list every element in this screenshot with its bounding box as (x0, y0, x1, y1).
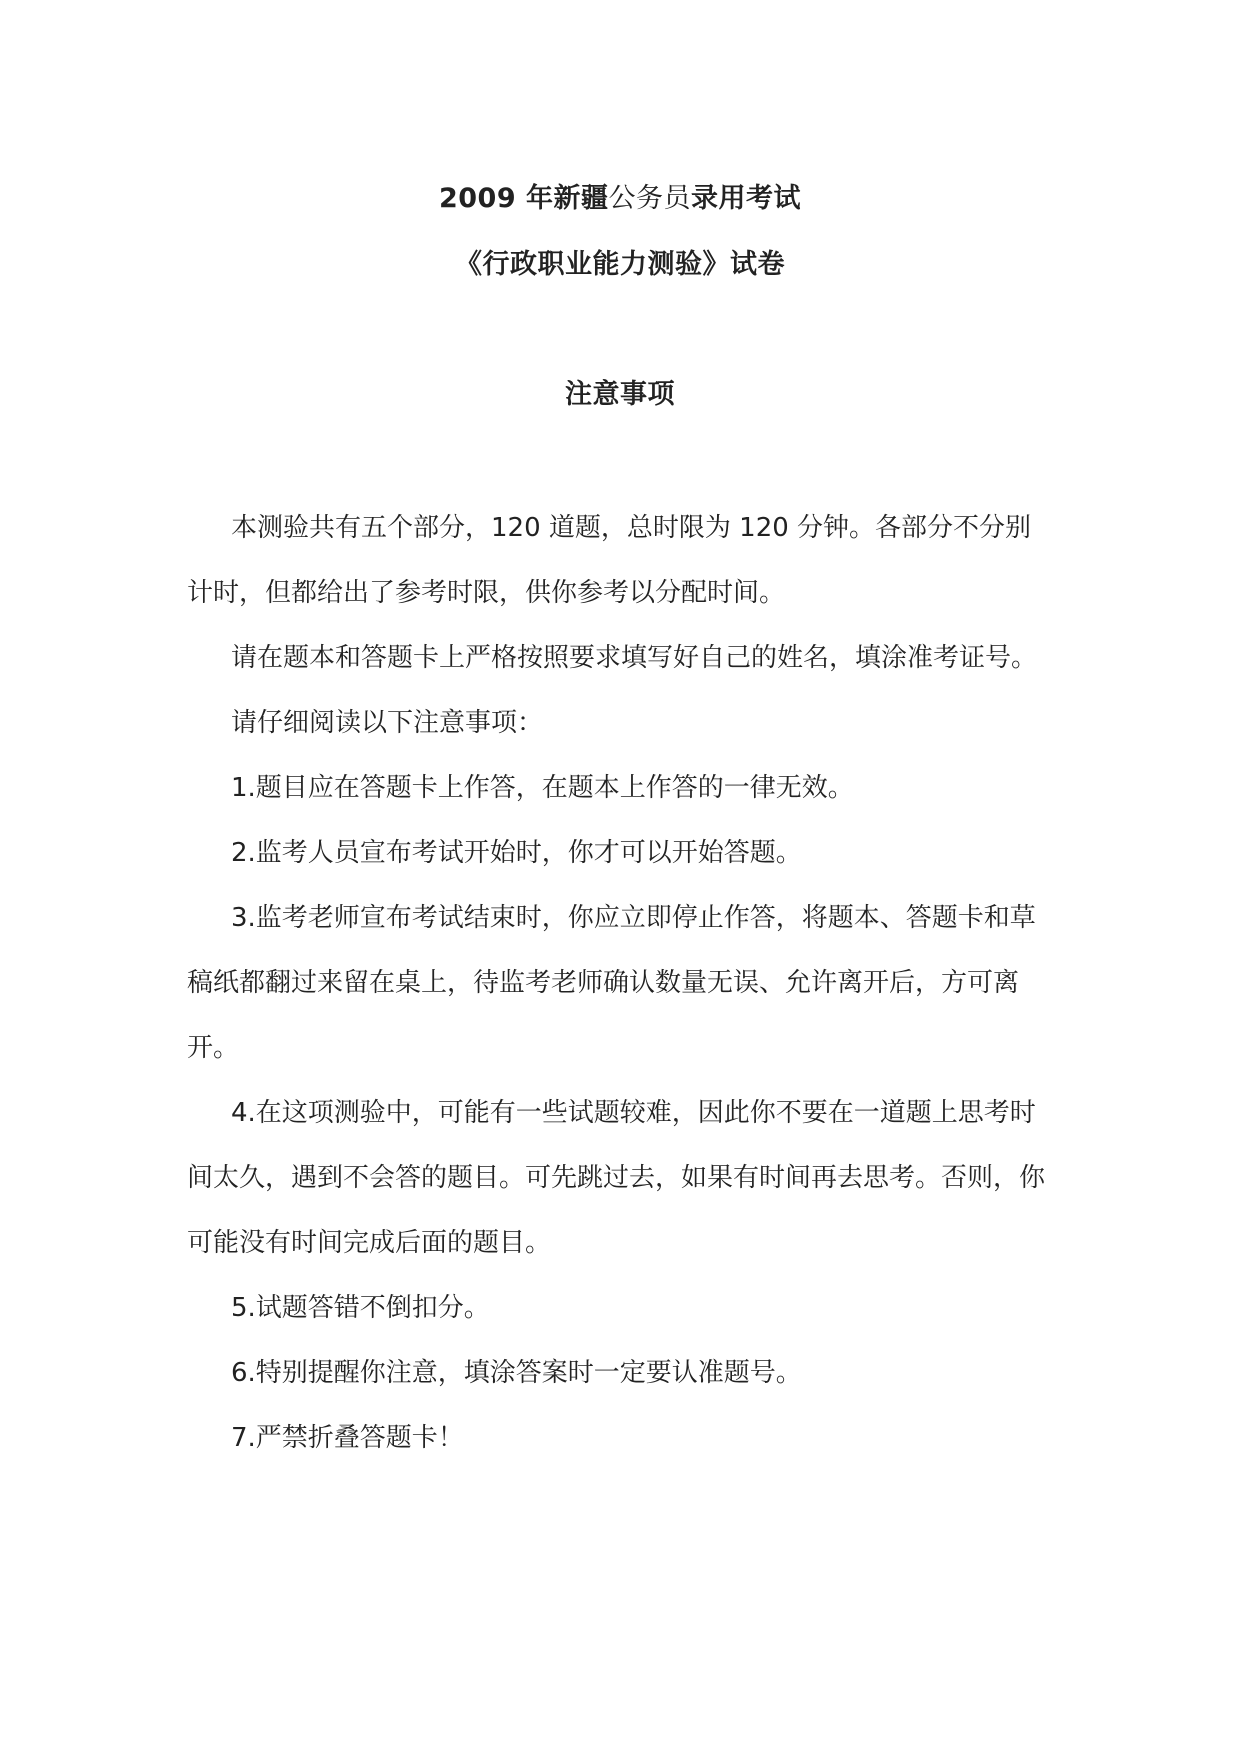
note-item-1: 1.题目应在答题卡上作答，在题本上作答的一律无效。 (231, 773, 854, 803)
paragraph-read-notes: 请仔细阅读以下注意事项： (231, 708, 544, 738)
title-exam: 录用考试 (691, 183, 802, 214)
paragraph-overview: 本测验共有五个部分，120 道题，总时限为 120 分钟。各部分不分别计时，但都给出了参考时限，供你参考以分配时间。 (187, 513, 1032, 608)
paragraph-fill-info: 请在题本和答题卡上严格按照要求填写好自己的姓名，填涂准考证号。 (231, 643, 1038, 673)
note-item-3: 3.监考老师宣布考试结束时，你应立即停止作答，将题本、答题卡和草稿纸都翻过来留在桌上，待监考老师确认数量无误、允许离开后，方可离开。 (187, 903, 1036, 1063)
note-item-2: 2.监考人员宣布考试开始时，你才可以开始答题。 (231, 838, 802, 868)
document-subtitle: 《行政职业能力测验》试卷 (455, 249, 785, 280)
document-title (0, 176, 1240, 215)
note-item-4: 4.在这项测验中，可能有一些试题较难，因此你不要在一道题上思考时间太久，遇到不会答的题目。可先跳过去，如果有时间再去思考。否则，你可能没有时间完成后面的题目。 (187, 1098, 1046, 1258)
title-civil-servant: 公务员 (608, 183, 692, 214)
instructions-body (187, 496, 1057, 1471)
note-item-7: 7.严禁折叠答题卡！ (231, 1423, 464, 1453)
title-year-region: 2009 年新疆 (438, 183, 609, 214)
section-heading: 注意事项 (565, 379, 675, 410)
note-item-6: 6.特别提醒你注意，填涂答案时一定要认准题号。 (231, 1358, 802, 1388)
note-item-5: 5.试题答错不倒扣分。 (231, 1293, 490, 1323)
